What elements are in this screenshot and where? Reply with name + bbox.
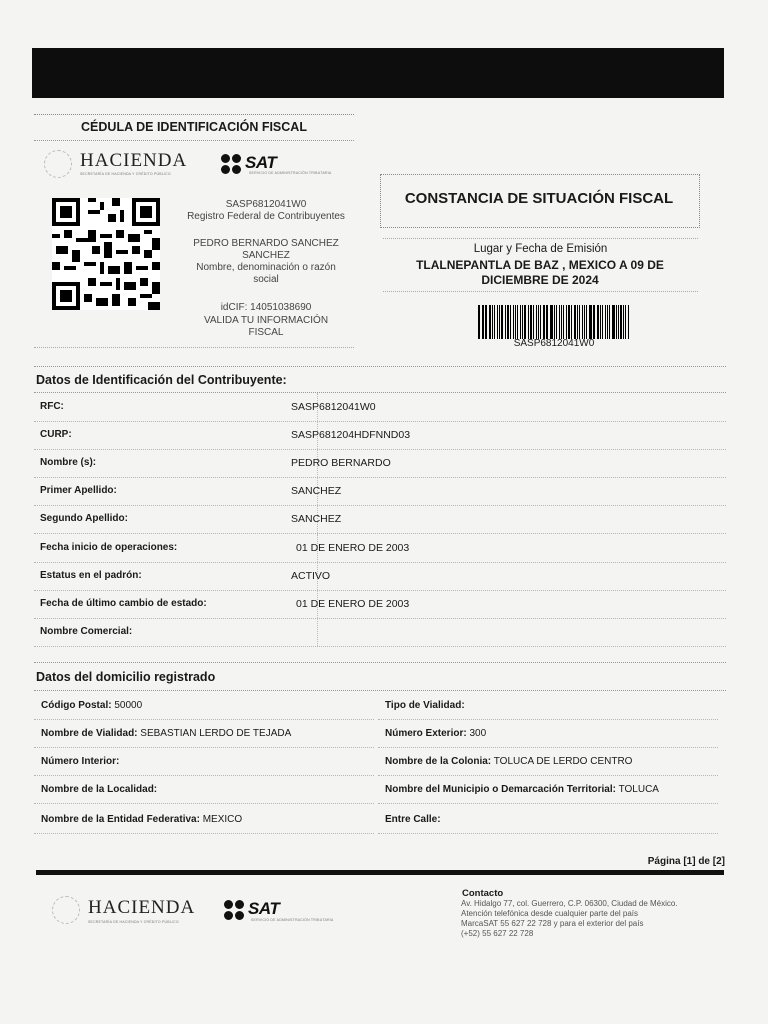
id-table-row — [34, 421, 726, 450]
contact-title: Contacto — [462, 888, 504, 899]
barcode-bar — [559, 305, 560, 339]
domicilio-field — [41, 756, 119, 767]
barcode-bar — [499, 305, 501, 339]
barcode-bar — [584, 305, 585, 339]
barcode-bar — [522, 305, 524, 339]
domicilio-row — [378, 747, 718, 776]
column-divider — [317, 618, 318, 646]
barcode-bar — [628, 305, 630, 339]
hacienda-logo-subtext: SECRETARÍA DE HACIENDA Y CRÉDITO PÚBLICO — [80, 172, 171, 176]
field-label: Número Interior: — [41, 756, 120, 767]
barcode-bar — [510, 305, 511, 339]
barcode-bar — [530, 305, 532, 339]
barcode-bar — [505, 305, 506, 339]
field-value: SEBASTIAN LERDO DE TEJADA — [140, 728, 292, 739]
field-label: Código Postal: — [41, 700, 112, 711]
domicilio-field — [385, 814, 441, 825]
sat-logo-subtext: SERVICIO DE ADMINISTRACIÓN TRIBUTARIA — [249, 171, 332, 175]
domicilio-top-rule — [34, 662, 726, 663]
domicilio-field — [41, 784, 157, 795]
barcode-bar — [568, 305, 570, 339]
barcode-bar — [528, 305, 529, 339]
domicilio-field — [385, 728, 486, 739]
barcode-bar — [620, 305, 622, 339]
barcode-bar — [618, 305, 619, 339]
qr-code-icon — [52, 198, 160, 310]
barcode-bar — [540, 305, 541, 339]
id-table-row — [34, 562, 726, 591]
sat-logo-text: SAT — [245, 153, 277, 172]
field-value: SANCHEZ — [291, 485, 342, 497]
top-black-bar — [32, 48, 724, 98]
field-value: 50000 — [114, 700, 143, 711]
barcode-bar — [589, 305, 591, 339]
barcode-bar — [485, 305, 487, 339]
barcode-icon — [478, 305, 630, 339]
domicilio-row — [378, 805, 718, 834]
barcode-bar — [586, 305, 588, 339]
barcode-bar — [482, 305, 483, 339]
barcode-bar — [609, 305, 611, 339]
id-table-row — [34, 618, 726, 647]
contact-block — [461, 899, 678, 939]
id-table-row — [34, 534, 726, 563]
field-label: Nombre (s): — [40, 457, 97, 468]
field-label: Estatus en el padrón: — [40, 570, 142, 581]
field-label: Fecha de último cambio de estado: — [40, 598, 207, 609]
barcode-bar — [515, 305, 517, 339]
identificacion-top-rule — [34, 366, 726, 367]
domicilio-row — [378, 775, 718, 804]
footer-black-bar — [36, 870, 724, 875]
barcode-bar — [594, 305, 595, 339]
barcode-bar — [543, 305, 545, 339]
domicilio-field — [41, 700, 142, 711]
field-label: Nombre de la Entidad Federativa: — [41, 814, 200, 825]
barcode-bar — [494, 305, 495, 339]
domicilio-field — [41, 814, 242, 825]
field-label: Número Exterior: — [385, 728, 467, 739]
barcode-bar — [566, 305, 567, 339]
domicilio-field — [385, 784, 659, 795]
barcode-bar — [478, 305, 480, 339]
field-label: Nombre de la Colonia: — [385, 756, 492, 767]
field-label: Nombre de la Localidad: — [41, 784, 158, 795]
domicilio-row — [378, 719, 718, 748]
field-value: TOLUCA — [618, 784, 659, 795]
footer-sat-dots-icon — [224, 900, 244, 920]
field-label: RFC: — [40, 401, 64, 412]
barcode-bar — [612, 305, 614, 339]
barcode-bar — [605, 305, 606, 339]
footer-sat-logo-text: SAT — [248, 899, 280, 918]
domicilio-field — [41, 728, 291, 739]
page-number: Página [1] de [2] — [647, 856, 725, 867]
field-value: TOLUCA DE LERDO CENTRO — [493, 756, 633, 767]
field-label: Nombre de Vialidad: — [41, 728, 138, 739]
footer-sat-logo-subtext: SERVICIO DE ADMINISTRACIÓN TRIBUTARIA — [251, 918, 334, 922]
barcode-bar — [483, 305, 484, 339]
barcode-bar — [536, 305, 537, 339]
rfc-value: SASP6812041W0 — [225, 199, 307, 210]
field-label: Segundo Apellido: — [40, 513, 128, 524]
barcode-bar — [489, 305, 491, 339]
field-value: PEDRO BERNARDO — [291, 457, 391, 469]
field-value: 300 — [469, 728, 487, 739]
barcode-bar — [602, 305, 604, 339]
barcode-bar — [497, 305, 498, 339]
id-table-row — [34, 393, 726, 422]
hacienda-seal-icon — [44, 150, 72, 178]
field-value: 01 DE ENERO DE 2003 — [296, 598, 410, 610]
id-table-row — [34, 505, 726, 534]
barcode-bar — [600, 305, 601, 339]
barcode-bar — [597, 305, 599, 339]
contact-line: (+52) 55 627 22 728 — [461, 929, 534, 938]
domicilio-row — [34, 691, 374, 720]
barcode-bar — [582, 305, 583, 339]
barcode-bar — [501, 305, 503, 339]
barcode-bar — [571, 305, 572, 339]
barcode-bar — [524, 305, 526, 339]
identificacion-title: Datos de Identificación del Contribuyente: — [36, 373, 287, 387]
field-label: Primer Apellido: — [40, 485, 117, 496]
name-caption: Nombre, denominación o razón social — [196, 262, 336, 285]
hacienda-logo-text: HACIENDA — [80, 150, 188, 171]
barcode-bar — [593, 305, 594, 339]
barcode-bar — [520, 305, 521, 339]
domicilio-row — [34, 747, 374, 776]
barcode-bar — [607, 305, 608, 339]
idcif-value: idCIF: 14051038690 — [220, 302, 312, 313]
barcode-bar — [517, 305, 518, 339]
footer-hacienda-seal-icon — [52, 896, 80, 924]
barcode-bar — [554, 305, 556, 339]
domicilio-title: Datos del domicilio registrado — [36, 670, 216, 684]
barcode-bar — [625, 305, 626, 339]
footer-hacienda-logo-subtext: SECRETARÍA DE HACIENDA Y CRÉDITO PÚBLICO — [88, 920, 179, 924]
barcode-bar — [623, 305, 624, 339]
contact-line: MarcaSAT 55 627 22 728 y para el exterior del país — [461, 919, 644, 928]
field-label: Nombre del Municipio o Demarcación Territorial: — [385, 784, 616, 795]
barcode-bar — [547, 305, 548, 339]
field-label: Tipo de Vialidad: — [385, 700, 465, 711]
barcode-bar — [577, 305, 579, 339]
barcode-bar — [546, 305, 547, 339]
field-value: ACTIVO — [291, 570, 331, 582]
barcode-bar — [563, 305, 564, 339]
footer-hacienda-logo-text: HACIENDA — [88, 897, 196, 918]
barcode-bar — [538, 305, 540, 339]
domicilio-row — [34, 805, 374, 834]
field-value: 01 DE ENERO DE 2003 — [296, 542, 410, 554]
barcode-bar — [556, 305, 557, 339]
barcode-bar — [513, 305, 514, 339]
barcode-bar — [616, 305, 617, 339]
cedula-divider — [34, 140, 354, 141]
field-label: CURP: — [40, 429, 72, 440]
field-label: Entre Calle: — [385, 814, 441, 825]
contact-line: Av. Hidalgo 77, col. Guerrero, C.P. 06300, Ciudad de México. — [461, 899, 678, 908]
barcode-bar — [492, 305, 493, 339]
barcode-bar — [507, 305, 509, 339]
valida-info: VALIDA TU INFORMACIÓN FISCAL — [203, 315, 329, 338]
field-label: Fecha inicio de operaciones: — [40, 542, 178, 553]
sat-dots-icon — [221, 154, 241, 174]
field-value: SASP681204HDFNND03 — [291, 429, 411, 441]
domicilio-row — [34, 719, 374, 748]
barcode-text: SASP6812041W0 — [513, 338, 595, 349]
field-value: MEXICO — [202, 814, 243, 825]
cedula-title: CÉDULA DE IDENTIFICACIÓN FISCAL — [81, 120, 307, 134]
domicilio-row — [378, 691, 718, 720]
barcode-bar — [561, 305, 563, 339]
field-value: SASP6812041W0 — [291, 401, 376, 413]
rfc-caption: Registro Federal de Contribuyentes — [187, 211, 345, 222]
barcode-bar — [579, 305, 580, 339]
domicilio-field — [385, 756, 632, 767]
id-table-row — [34, 590, 726, 619]
domicilio-field — [385, 700, 465, 711]
contact-line: Atención telefónica desde cualquier parte del país — [461, 909, 639, 918]
domicilio-row — [34, 775, 374, 804]
lugar-label: Lugar y Fecha de Emisión — [473, 243, 608, 255]
field-value: SANCHEZ — [291, 513, 342, 525]
id-table-row — [34, 449, 726, 478]
field-label: Nombre Comercial: — [40, 626, 133, 637]
lugar-value: TLALNEPANTLA DE BAZ , MEXICO A 09 DE DICIEMBRE DE 2024 — [416, 258, 664, 287]
id-table-row — [34, 477, 726, 506]
barcode-bar — [533, 305, 534, 339]
barcode-bar — [574, 305, 576, 339]
contributor-name: PEDRO BERNARDO SANCHEZ SANCHEZ — [193, 238, 339, 261]
barcode-bar — [550, 305, 552, 339]
constancia-title: CONSTANCIA DE SITUACIÓN FISCAL — [404, 190, 674, 207]
